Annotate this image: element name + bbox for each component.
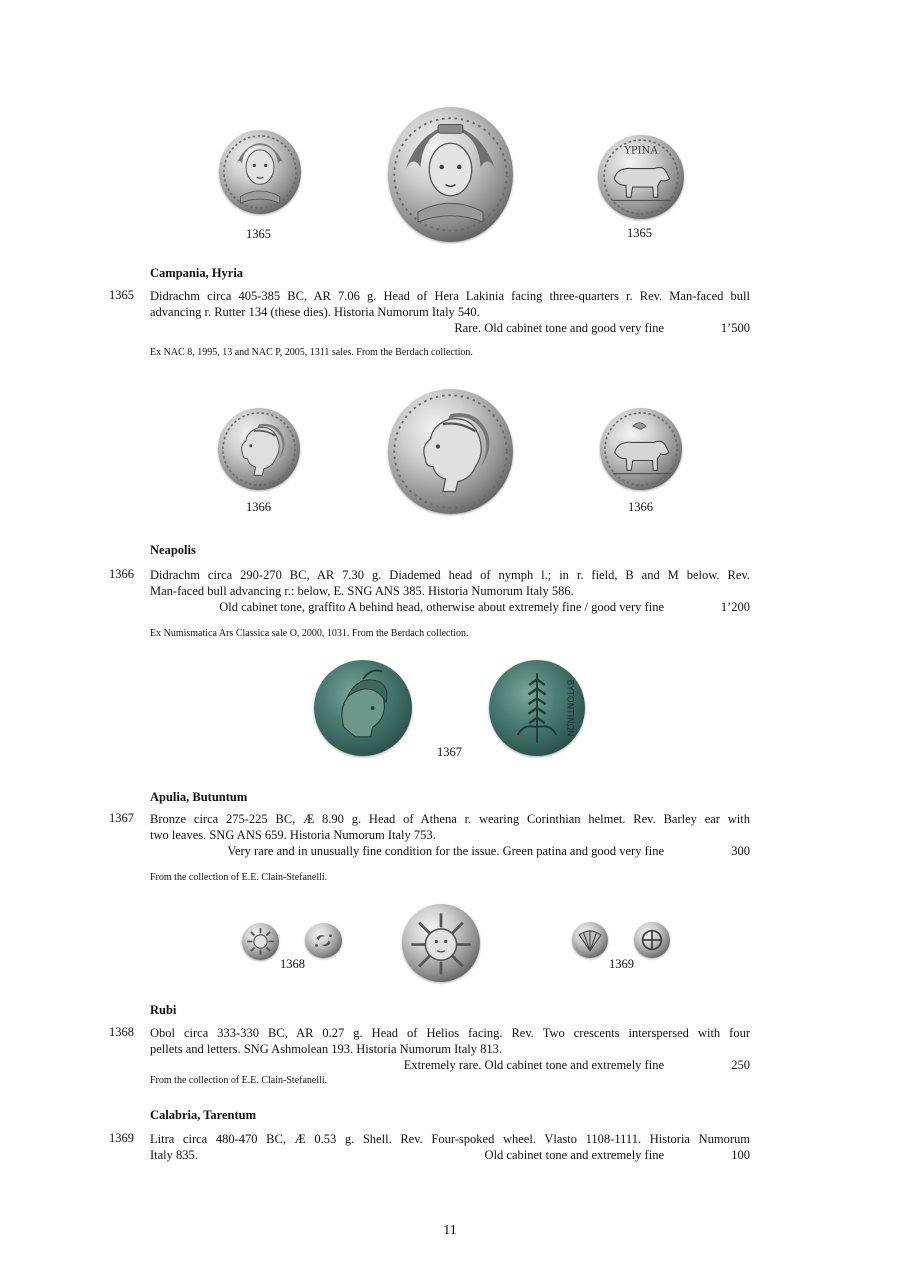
coin-1365-reverse <box>598 135 684 219</box>
coin-1367-obverse <box>314 660 412 756</box>
lot-provenance: Ex Numismatica Ars Classica sale O, 2000, 1031. From the Berdach collection. <box>150 628 469 639</box>
lot-region-heading: Rubi <box>150 1003 177 1017</box>
coin-1367-reverse <box>489 660 585 756</box>
coin-1368-reverse <box>305 923 342 958</box>
image-label: 1365 <box>246 227 271 241</box>
image-label: 1368 <box>280 957 305 971</box>
lot-description <box>150 567 750 599</box>
bull-icon <box>598 135 684 219</box>
helios-facing-icon <box>402 904 480 982</box>
lot-number: 1366 <box>109 567 134 581</box>
nymph-head-left-icon <box>218 408 300 490</box>
shell-icon <box>572 922 608 958</box>
description-line: Man-faced bull advancing r.: below, E. SNG ANS 385. Historia Numorum Italy 586. <box>150 584 574 598</box>
nymph-head-left-icon <box>388 389 513 514</box>
lot-number: 1367 <box>109 811 134 825</box>
coin-1366-obverse-enlarged <box>388 389 513 514</box>
coin-legend: ΥΡΙΝΑ <box>624 145 658 157</box>
image-label: 1366 <box>628 500 653 514</box>
lot-estimate: 1’500 <box>720 321 750 335</box>
coin-1365-obverse <box>219 130 301 214</box>
crescents-icon <box>305 923 342 958</box>
description-line: Obol circa 333-330 BC, AR 0.27 g. Head of Helios facing. Rev. Two crescents interspersed with four <box>150 1026 750 1040</box>
description-line: Didrachm circa 290-270 BC, AR 7.30 g. Diademed head of nymph l.; in r. field, B and M below. Rev. <box>150 568 750 582</box>
lot-region-heading: Campania, Hyria <box>150 266 244 280</box>
lot-region-heading: Calabria, Tarentum <box>150 1108 257 1122</box>
coin-1369-reverse <box>634 922 670 958</box>
lot-condition: Rare. Old cabinet tone and good very fine <box>454 321 664 335</box>
image-label: 1369 <box>609 957 634 971</box>
coin-1368-obverse-enlarged <box>402 904 480 982</box>
facing-head-icon <box>219 130 301 214</box>
lot-provenance: Ex NAC 8, 1995, 13 and NAC P, 2005, 1311 sales. From the Berdach collection. <box>150 347 473 358</box>
athena-helmet-head-icon <box>314 660 412 756</box>
lot-description <box>150 1025 750 1057</box>
coin-1368-obverse <box>242 923 279 960</box>
lot-condition: Very rare and in unusually fine condition for the issue. Green patina and good very fine <box>227 844 664 858</box>
coin-1366-obverse <box>218 408 300 490</box>
lot-number: 1369 <box>109 1131 134 1145</box>
lot-number: 1368 <box>109 1025 134 1039</box>
image-label: 1366 <box>246 500 271 514</box>
lot-description <box>150 288 750 320</box>
lot-condition: Old cabinet tone and extremely fine <box>484 1148 664 1162</box>
description-line: Didrachm circa 405-385 BC, AR 7.06 g. Head of Hera Lakinia facing three-quarters r. Rev. Man-faced bull <box>150 289 750 303</box>
lot-condition: Extremely rare. Old cabinet tone and extremely fine <box>403 1058 664 1072</box>
image-label: 1365 <box>627 226 652 240</box>
lot-region-heading: Neapolis <box>150 543 196 557</box>
description-line: pellets and letters. SNG Ashmolean 193. Historia Numorum Italy 813. <box>150 1042 503 1056</box>
coin-1369-obverse <box>572 922 608 958</box>
helios-facing-icon <box>242 923 279 960</box>
bull-icon <box>600 408 682 490</box>
description-line: Bronze circa 275-225 BC, Æ 8.90 g. Head of Athena r. wearing Corinthian helmet. Rev. Barley ear with <box>150 812 750 826</box>
coin-1366-reverse <box>600 408 682 490</box>
lot-estimate: 250 <box>731 1058 750 1072</box>
lot-estimate: 100 <box>731 1148 750 1162</box>
description-line: Litra circa 480-470 BC, Æ 0.53 g. Shell. Rev. Four-spoked wheel. Vlasto 1108-1111. Historia Numorum <box>150 1132 750 1146</box>
lot-estimate: 300 <box>731 844 750 858</box>
page-number: 11 <box>443 1223 457 1238</box>
lot-description <box>150 811 750 843</box>
four-spoked-wheel-icon <box>634 922 670 958</box>
image-label: 1367 <box>437 745 462 759</box>
description-line: advancing r. Rutter 134 (these dies). Historia Numorum Italy 540. <box>150 305 480 319</box>
lot-region-heading: Apulia, Butuntum <box>150 790 248 804</box>
coin-1365-obverse-enlarged <box>388 107 513 242</box>
lot-provenance: From the collection of E.E. Clain-Stefanelli. <box>150 1075 328 1086</box>
description-line: two leaves. SNG ANS 659. Historia Numorum Italy 753. <box>150 828 436 842</box>
lot-number: 1365 <box>109 288 134 302</box>
facing-head-icon <box>388 107 513 242</box>
lot-condition: Old cabinet tone, graffito A behind head, otherwise about extremely fine / good very fine <box>219 600 664 614</box>
lot-provenance: From the collection of E.E. Clain-Stefanelli. <box>150 872 328 883</box>
coin-legend: ΒΥΤΟΝΤΙΝΩΝ <box>564 679 575 737</box>
barley-ear-icon <box>489 660 585 756</box>
lot-estimate: 1’200 <box>720 600 750 614</box>
description-line: Italy 835. <box>150 1148 198 1162</box>
